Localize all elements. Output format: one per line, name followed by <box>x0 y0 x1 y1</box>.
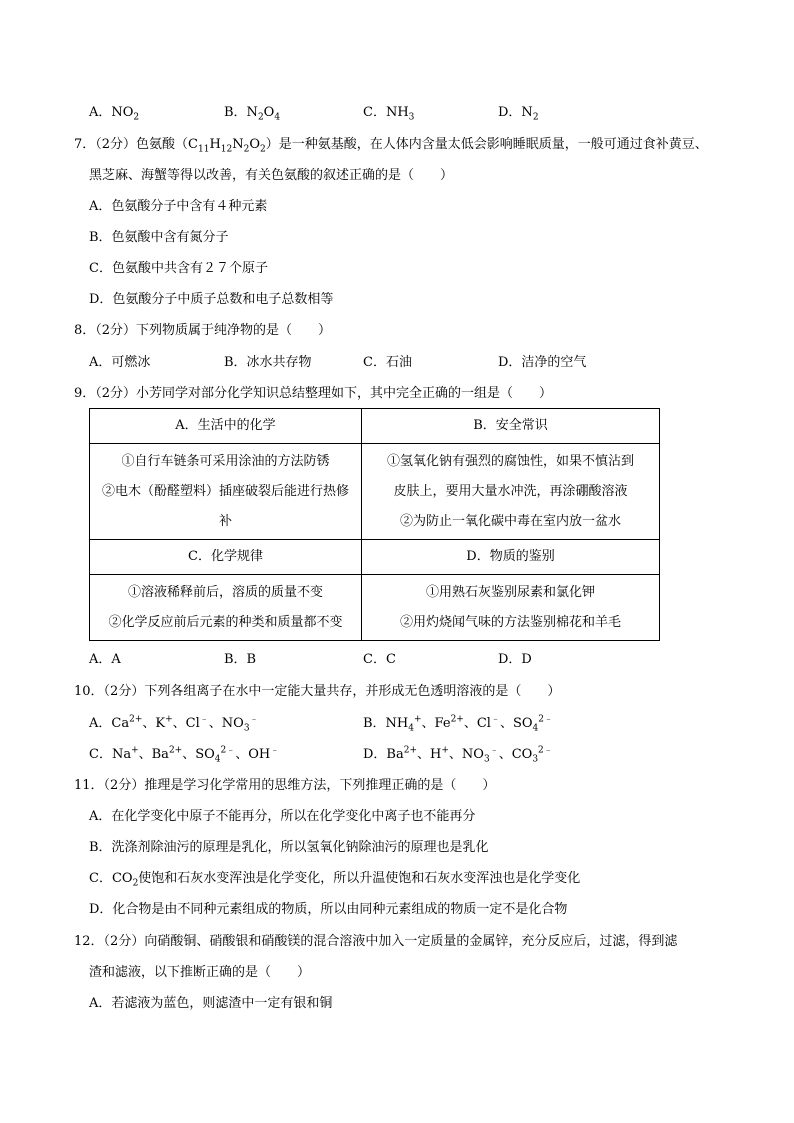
q9-c-line2: ②化学反应前后元素的种类和质量都不变 <box>108 614 343 630</box>
q6-option-d: D．$N_2$ <box>498 105 539 123</box>
q12-stem-line2: 渣和滤液，以下推断正确的是（ ） <box>89 965 311 980</box>
q9-cell-a-body <box>90 444 362 540</box>
q11-option-d: D．化合物是由不同种元素组成的物质，所以由同种元素组成的物质一定不是化合物 <box>89 902 568 917</box>
q12-option-a: A．若滤液为蓝色，则滤渣中一定有银和铜 <box>89 996 333 1011</box>
q9-option-a: A．A <box>89 652 121 667</box>
q9-cell-c-body <box>90 575 362 641</box>
q8-option-b: B．冰水共存物 <box>224 355 312 370</box>
q7-option-a: A．色氨酸分子中含有４种元素 <box>89 199 268 214</box>
q6-option-a: A．$NO_2$ <box>89 105 140 123</box>
q10-option-d: D．$Ba^{2+}$、H+、$NO_3^﹣$、$CO_3^{2﹣}$ <box>363 745 553 765</box>
q7-option-b: B．色氨酸中含有氮分子 <box>89 230 229 245</box>
q9-b-line1: ①氢氧化钠有强烈的腐蚀性，如果不慎沾到 <box>386 453 634 469</box>
q7-option-c: C．色氨酸中共含有２７个原子 <box>89 261 268 276</box>
q9-b-line3: ②为防止一氧化碳中毒在室内放一盆水 <box>399 513 621 529</box>
q9-c-line1: ①溶液稀释前后，溶质的质量不变 <box>127 584 323 600</box>
q9-table <box>89 408 660 641</box>
q12-stem-line1: 12．（2分）向硝酸铜、硝酸银和硝酸镁的混合溶液中加入一定质量的金属锌，充分反应后，过滤，得到滤 <box>74 934 678 949</box>
q11-stem: 11．（2分）推理是学习化学常用的思维方法，下列推理正确的是（ ） <box>74 778 496 793</box>
q9-option-d: D．D <box>498 652 532 667</box>
q9-option-c: C．C <box>363 652 396 667</box>
q9-cell-d-body <box>362 575 660 641</box>
q9-cell-a-head: A．生活中的化学 <box>90 409 362 444</box>
q9-cell-d-head: D．物质的鉴别 <box>362 540 660 575</box>
q9-cell-b-body <box>362 444 660 540</box>
q7-stem-line1: 7．（2分）色氨酸$(C_{11}H_{12}N_2O_2)$是一种氨基酸，在人体内含量太低会影响睡眠质量，一般可通过食补黄豆、 <box>74 137 708 155</box>
q11-option-a: A．在化学变化中原子不能再分，所以在化学变化中离子也不能再分 <box>89 809 476 824</box>
q11-option-b: B．洗涤剂除油污的原理是乳化，所以氢氧化钠除油污的原理也是乳化 <box>89 840 489 855</box>
q9-b-line2: 皮肤上，要用大量水冲洗，再涂硼酸溶液 <box>393 483 628 499</box>
q8-stem: 8．（2分）下列物质属于纯净物的是（ ） <box>74 323 332 338</box>
q7-option-d: D．色氨酸分子中质子总数和电子总数相等 <box>89 292 334 307</box>
q9-cell-c-head: C．化学规律 <box>90 540 362 575</box>
q9-a-line2: ②电木（酚醛塑料）插座破裂后能进行热修 <box>101 483 349 499</box>
q11-option-c: C．$CO_2$使饱和石灰水变浑浊是化学变化，所以升温使饱和石灰水变浑浊也是化学变化 <box>89 871 581 889</box>
q7-stem-line2: 黑芝麻、海蟹等得以改善，有关色氨酸的叙述正确的是（ ） <box>89 168 454 183</box>
q8-option-c: C．石油 <box>363 355 412 370</box>
q10-option-c: C．Na+、$Ba^{2+}$、$SO_4^{2﹣}$、OH﹣ <box>89 745 280 765</box>
q9-stem: 9．（2分）小芳同学对部分化学知识总结整理如下，其中完全正确的一组是（ ） <box>74 386 553 401</box>
q10-option-a: A．$Ca^{2+}$、K+、Cl﹣、$NO_3^﹣$ <box>89 714 259 734</box>
q9-d-line2: ②用灼烧闻气味的方法鉴别棉花和羊毛 <box>399 614 621 630</box>
q8-option-d: D．洁净的空气 <box>498 355 587 370</box>
q9-d-line1: ①用熟石灰鉴别尿素和氯化钾 <box>425 584 595 600</box>
q10-stem: 10．（2分）下列各组离子在水中一定能大量共存，并形成无色透明溶液的是（ ） <box>74 684 561 699</box>
q9-a-line3: 补 <box>218 513 232 529</box>
q9-a-line1: ①自行车链条可采用涂油的方法防锈 <box>121 453 330 469</box>
q6-option-b: B．$N_2O_4$ <box>224 105 281 123</box>
q8-option-a: A．可燃冰 <box>89 355 151 370</box>
q9-cell-b-head: B．安全常识 <box>362 409 660 444</box>
q9-option-b: B．B <box>224 652 257 667</box>
q10-option-b: B．$NH_4^+$、$Fe^{2+}$、Cl﹣、$SO_4^{2﹣}$ <box>363 714 554 734</box>
q6-option-c: C．$NH_3$ <box>363 105 415 123</box>
